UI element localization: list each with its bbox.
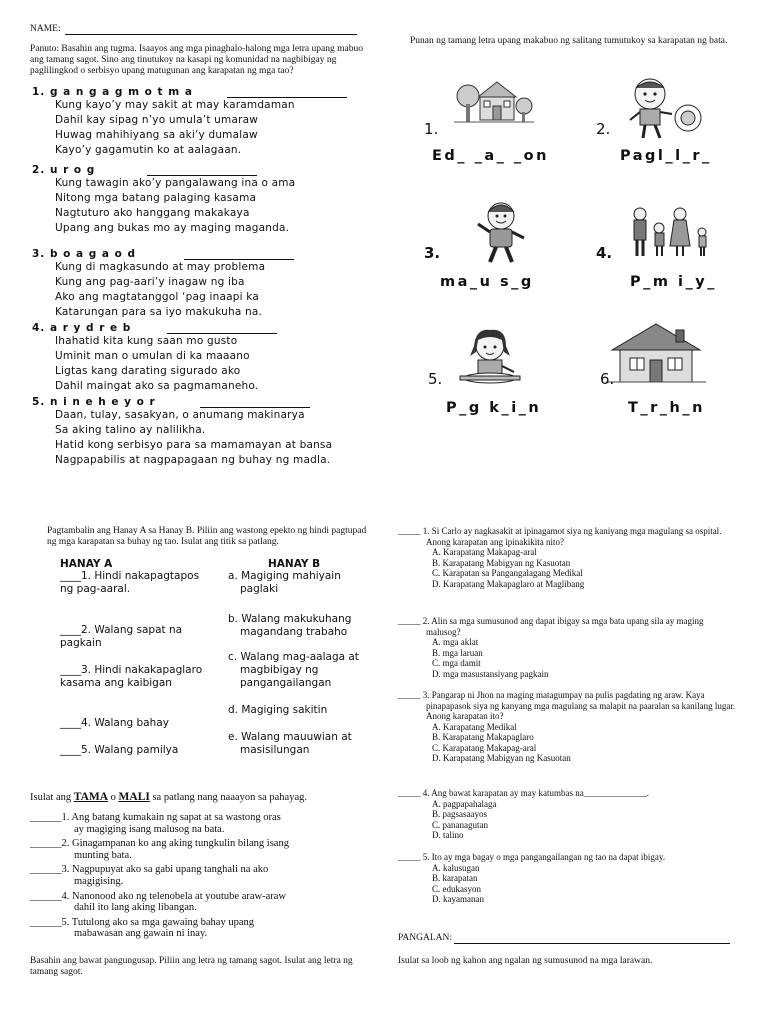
rhyme-line: Dahil maingat ako sa pagmamaneho. (55, 380, 259, 392)
statement-blank[interactable]: ______2. (30, 838, 70, 850)
statement-text: Nanonood ako ng telenobela at youtube araw-araw (69, 890, 286, 902)
rights-item-number: 4. (596, 244, 613, 262)
mcq-option[interactable]: B. Karapatang Makapaglaro (432, 732, 534, 742)
name-field[interactable] (65, 34, 357, 35)
mcq-option[interactable]: D. mga masustansiyang pagkain (432, 668, 549, 679)
rhyme-line: Kung di magkasundo at may problema (55, 261, 266, 273)
rhyme-line: Huwag mahihiyang sa aki’y dumalaw (55, 129, 258, 141)
hanay-b-item: e. Walang mauuwian at masisilungan (228, 731, 352, 756)
name-line (30, 24, 357, 35)
mcq-option[interactable]: A. mga aklat (432, 637, 479, 647)
mcq-option[interactable]: D. talino (432, 830, 464, 840)
statement-continuation: mabawasan ang gawain ni inay. (74, 928, 208, 940)
healthy-child-icon (466, 200, 536, 265)
boy-playing-ball-icon (616, 76, 706, 141)
mcq-option[interactable]: A. Karapatang Medikal (432, 721, 517, 732)
rhyme-line: Daan, tulay, sasakyan, o anumang makinarya (55, 409, 305, 421)
mcq-question-text: _____ 3. Pangarap ni Jhon na maging matagumpay na pulis pagdating ng araw. Kaya pinapapasok siya ng kanyang mga magulang sa malapit na paaralan sa kanilang lugar. Anong karapatan ito? (398, 690, 736, 721)
mcq-option[interactable]: A. kalusugan (432, 862, 480, 873)
rights-word-puzzle: P_g k_i_n (446, 400, 542, 416)
name-label: NAME: (30, 24, 61, 34)
mcq-option[interactable]: B. pagsasaayos (432, 809, 487, 819)
tama-mali-statement (30, 864, 360, 887)
rhyme-line: Uminit man o umulan di ka maaano (55, 350, 250, 362)
statement-line (30, 891, 360, 903)
mcq-option[interactable]: D. kayamanan (432, 894, 484, 904)
statement-blank[interactable]: ______1. (30, 812, 70, 823)
tama-mali-statement (30, 812, 360, 835)
rhyme-line: Kayo’y gagamutin ko at aalagaan. (55, 144, 242, 156)
tama-mali-text-1: Isulat ang (30, 792, 74, 803)
rhyme-item (32, 164, 352, 236)
mcq-option[interactable]: A. pagpapahalaga (432, 798, 497, 809)
hanay-a-title: HANAY A (60, 558, 113, 570)
pangalan-label: PANGALAN: (398, 933, 453, 943)
scrambled-letters: 4. a r y d r e b (32, 322, 132, 334)
tama-mali-instructions (30, 791, 307, 803)
rights-item-number: 5. (428, 370, 443, 388)
mcq-question (398, 526, 738, 589)
rhyme-scrambled-word (32, 322, 352, 334)
mcq-option[interactable]: C. mga damit (432, 658, 481, 668)
tama-mali-statement (30, 917, 360, 940)
hanay-b-title: HANAY B (268, 558, 321, 570)
family-icon (622, 200, 712, 260)
matching-instructions: Pagtambalin ang Hanay A sa Hanay B. Piliin ang wastong epekto ng hindi pagtupad ng mga karapatan sa buhay ng tao. Isulat ang titik sa patlang. (47, 526, 367, 547)
scrambled-letters: 2. u r o g (32, 164, 96, 176)
mcq-option[interactable]: D. Karapatang Makapaglaro at Maglibang (432, 578, 585, 589)
mcq-option[interactable]: C. pananagutan (432, 819, 488, 830)
hanay-b-item: c. Walang mag-aalaga at magbibigay ng pangangailangan (228, 651, 359, 689)
statement-continuation: munting bata. (74, 849, 132, 861)
mcq-question-text: _____ 2. Alin sa mga sumusunod ang dapat ibigay sa mga bata upang sila ay maging malusog? (398, 616, 704, 637)
rhyme-line: Nagpapabilis at nagpapagaan ng buhay ng madla. (55, 454, 331, 466)
tama-mali-statement (30, 891, 360, 914)
rhyme-scrambled-word (32, 86, 352, 98)
statement-continuation: ay magiging isang malusog na bata. (74, 823, 225, 835)
tama-word: TAMA (73, 791, 109, 803)
rhyme-line: Upang ang bukas mo ay maging maganda. (55, 222, 290, 234)
pangalan-line (398, 933, 730, 944)
rhyme-line: Kung kayo’y may sakit at may karamdaman (55, 99, 295, 111)
rights-item-number: 2. (596, 120, 611, 138)
rights-item-number: 1. (424, 120, 439, 138)
rhyme-line: Kung ang pag-aari’y inagaw ng iba (55, 276, 245, 288)
mcq-option[interactable]: C. edukasyon (432, 883, 481, 894)
mcq-option[interactable]: A. Karapatang Makapag-aral (432, 547, 537, 557)
mcq-question (398, 852, 738, 905)
statement-blank[interactable]: ______4. (30, 890, 70, 902)
scrambled-letters: 5. n i n e h e y o r (32, 396, 156, 408)
statement-text: Ang batang kumakain ng sapat at sa wastong oras (69, 812, 281, 823)
tama-mali-text-2: o (108, 792, 119, 803)
rhyme-line: Sa aking talino ay nalilikha. (55, 424, 206, 436)
mcq-question-text: _____ 4. Ang bawat karapatan ay may katumbas na______________. (398, 788, 649, 798)
rhyme-line: Nagtuturo ako hanggang makakaya (55, 207, 250, 219)
rights-item-number: 6. (600, 370, 615, 388)
statement-blank[interactable]: ______3. (30, 864, 70, 876)
rhyme-scrambled-word (32, 248, 352, 260)
mcq-option[interactable]: D. Karapatang Mabigyan ng Kasuotan (432, 753, 571, 763)
house-icon (606, 320, 706, 388)
statement-blank[interactable]: ______5. (30, 916, 70, 928)
rhyme-line: Nitong mga batang palaging kasama (55, 192, 257, 204)
hanay-b-item: d. Magiging sakitin (228, 704, 328, 716)
mali-word: MALI (118, 791, 150, 803)
rhyme-line: Ihahatid kita kung saan mo gusto (55, 335, 238, 347)
rhyme-scrambled-word (32, 164, 352, 176)
scrambled-letters: 3. b o a g a o d (32, 248, 137, 260)
hanay-a-item: ____2. Walang sapat na pagkain (60, 624, 183, 649)
rights-word-puzzle: P_m i_y_ (630, 274, 717, 290)
mcq-question (398, 788, 738, 841)
mcq-question-text: _____ 5. Ito ay mga bagay o mga pangangailangan ng tao na dapat ibigay. (398, 852, 666, 862)
statement-line (30, 864, 360, 876)
tama-mali-text-3: sa patlang nang naaayon sa pahayag. (149, 792, 307, 803)
mcq-question (398, 616, 738, 679)
rhyme-line: Hatid kong serbisyo para sa mamamayan at bansa (55, 439, 333, 451)
left-top-instructions: Panuto: Basahin ang tugma. Isaayos ang mga pinaghalo-halong mga letra upang mabuo ang tamang sagot. Sino ang tinutukoy na kasapi ng komunidad na nagbibigay ng paglilingkod o serbisyo upang matugunan ang karapatan ng mga tao? (30, 44, 363, 76)
statement-continuation: dahil ito lang aking libangan. (74, 902, 197, 914)
rhyme-item (32, 322, 352, 394)
hanay-a-item: ____4. Walang bahay (60, 717, 169, 729)
statement-line (30, 812, 360, 824)
pangalan-field[interactable] (454, 943, 730, 944)
hanay-a-item: ____1. Hindi nakapagtapos ng pag-aaral. (60, 570, 200, 595)
rights-item-number: 3. (424, 244, 441, 262)
school-tree-icon (454, 76, 534, 136)
statement-text: Nagpupuyat ako sa gabi upang tanghali na ako (69, 864, 269, 876)
rights-word-puzzle: Ed_ _a_ _on (432, 148, 549, 164)
mcq-option[interactable]: C. Karapatang Makapag-aral (432, 742, 537, 753)
statement-continuation: magigising. (74, 875, 124, 887)
rhyme-line: Kung tawagin ako’y pangalawang ina o ama (55, 177, 296, 189)
tama-mali-statement (30, 838, 360, 861)
mcq-option[interactable]: C. Karapatan sa Pangangalagang Medikal (432, 568, 583, 578)
rhyme-item (32, 248, 352, 320)
statement-line (30, 917, 360, 929)
hanay-b-item: a. Magiging mahiyain paglaki (228, 570, 341, 595)
rhyme-line: Dahil kay sipag n’yo umula’t umaraw (55, 114, 259, 126)
hanay-a-item: ____3. Hindi nakakapaglaro kasama ang kaibigan (60, 664, 203, 689)
rights-word-puzzle: Pagl_l_r_ (620, 148, 712, 164)
rhyme-line: Ako ang magtatanggol ‘pag inaapi ka (55, 291, 259, 303)
rhyme-scrambled-word (32, 396, 352, 408)
rhyme-item (32, 396, 352, 468)
hanay-b-item: b. Walang makukuhang magandang trabaho (228, 613, 352, 638)
tama-mali-statements (30, 812, 360, 943)
statement-line (30, 838, 360, 850)
rhyme-line: Katarungan para sa iyo makukuha na. (55, 306, 263, 318)
rhyme-item (32, 86, 352, 158)
rights-word-puzzle: T_r_h_n (628, 400, 705, 416)
statement-text: Ginagampanan ko ang aking tungkulin bilang isang (69, 838, 289, 850)
statement-text: Tutulong ako sa mga gawaing bahay upang (69, 916, 254, 928)
hanay-a-item: ____5. Walang pamilya (60, 744, 179, 756)
right-bottom-note: Isulat sa loob ng kahon ang ngalan ng sumusunod na mga larawan. (398, 956, 653, 966)
scrambled-letters: 1. g a n g a g m o t m a (32, 86, 193, 98)
left-bottom-note: Basahin ang bawat pangungusap. Piliin ang letra ng tamang sagot. Isulat ang letra ng tamang sagot. (30, 956, 353, 977)
girl-eating-icon (450, 326, 530, 386)
mcq-option[interactable]: B. karapatan (432, 873, 478, 883)
right-top-instructions: Punan ng tamang letra upang makabuo ng salitang tumutukoy sa karapatan ng bata. (410, 36, 728, 46)
mcq-option[interactable]: B. mga laruan (432, 647, 483, 658)
rights-word-puzzle: ma_u s_g (440, 274, 534, 290)
mcq-question-text: _____ 1. Si Carlo ay nagkasakit at ipinagamot siya ng kaniyang mga magulang sa ospital. Anong karapatan ang ipinakikita nito? (398, 526, 722, 547)
mcq-option[interactable]: B. Karapatang Mabigyan ng Kasuotan (432, 557, 571, 568)
rights-picture-grid (410, 70, 750, 440)
rhyme-line: Ligtas kang darating sigurado ako (55, 365, 241, 377)
mcq-question (398, 690, 738, 764)
